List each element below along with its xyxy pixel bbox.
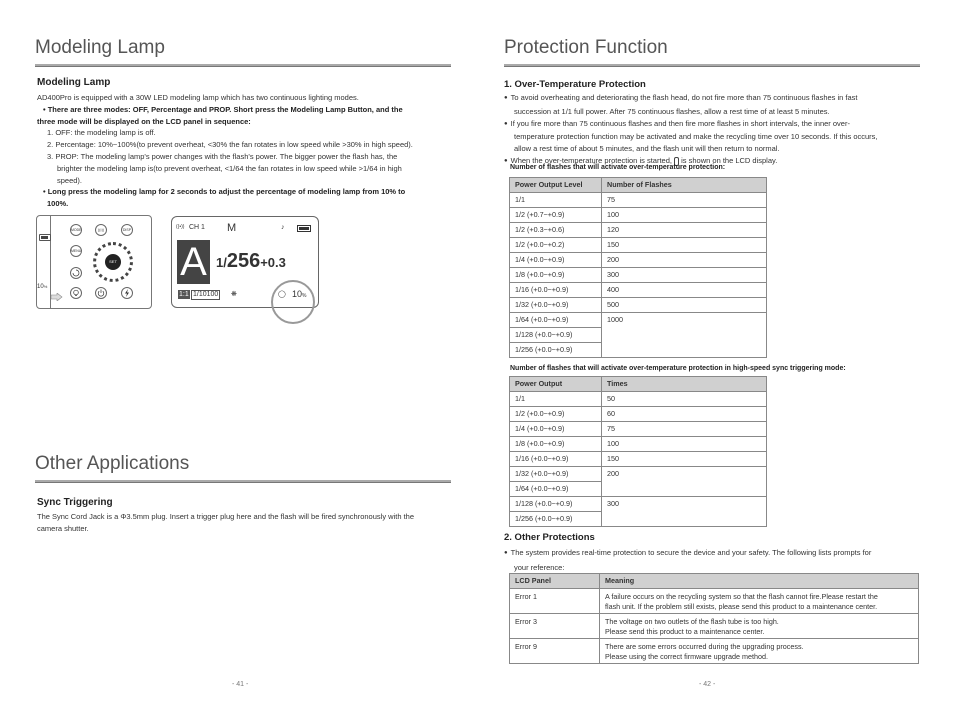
table-row bbox=[510, 452, 767, 467]
over-temperature-body bbox=[504, 92, 934, 169]
t1-cell: 300 bbox=[602, 268, 767, 283]
flash-icon bbox=[122, 288, 132, 298]
over-temperature-heading: 1. Over-Temperature Protection bbox=[504, 79, 646, 90]
table-row bbox=[510, 614, 919, 639]
table-row bbox=[510, 467, 767, 482]
table-row bbox=[510, 589, 919, 614]
t1-cell: 400 bbox=[602, 283, 767, 298]
lcd-display-illustration bbox=[171, 216, 319, 308]
intro-text: AD400Pro is equipped with a 30W LED modeling lamp which has two continuous lighting modes. bbox=[37, 93, 359, 102]
table-row bbox=[510, 208, 767, 223]
t3-header-1: Meaning bbox=[600, 574, 919, 589]
mode-item-3b: brighter the modeling lamp is(to prevent overheat, <1/64 the fan rotates in low speed while >1/64 in high bbox=[57, 163, 402, 173]
sync-triggering-heading: Sync Triggering bbox=[37, 497, 113, 508]
table-row bbox=[510, 639, 919, 664]
power-button[interactable] bbox=[95, 287, 107, 299]
t1-header-1: Number of Flashes bbox=[602, 178, 767, 193]
mode-item-1: 1. OFF: the modeling lamp is off. bbox=[47, 128, 156, 138]
beep-icon: ♪ bbox=[281, 224, 285, 231]
side-pct-value: 10 bbox=[37, 284, 44, 290]
t3-meaning-line: A failure occurs on the recycling system so that the flash cannot fire.Please restart the bbox=[605, 592, 878, 601]
t2-cell: 50 bbox=[602, 392, 767, 407]
t1-cell: 75 bbox=[602, 193, 767, 208]
t3-cell bbox=[600, 589, 919, 614]
other-protections-heading: 2. Other Protections bbox=[504, 532, 595, 543]
table2-caption: Number of flashes that will activate over-temperature protection in high-speed sync triggering mode: bbox=[510, 365, 846, 372]
panel-side-strip bbox=[37, 216, 51, 308]
over-temp-table bbox=[509, 177, 767, 358]
t2-cell: 60 bbox=[602, 407, 767, 422]
t2-cell: 200 bbox=[602, 467, 767, 497]
t2-header-1: Times bbox=[602, 377, 767, 392]
ot-bullet-3-pre: When the over-temperature protection is started, bbox=[510, 155, 672, 165]
t2-cell: 150 bbox=[602, 452, 767, 467]
modeling-lamp-button[interactable] bbox=[70, 287, 82, 299]
hss-over-temp-table bbox=[509, 376, 767, 527]
page-number-left: - 41 - bbox=[232, 681, 249, 688]
ot-bullet-1b: succession at 1/1 full power. After 75 continuous flashes, allow a rest time of at least 5 minutes. bbox=[514, 106, 830, 116]
side-pct-unit: % bbox=[43, 284, 48, 289]
sync-line-2: camera shutter. bbox=[37, 523, 89, 533]
power-icon bbox=[96, 288, 106, 298]
t3-header-0: LCD Panel bbox=[510, 574, 600, 589]
t3-cell: Error 3 bbox=[510, 614, 600, 639]
lcd-ratio: 1:1 bbox=[179, 291, 189, 298]
t1-cell: 1/256 (+0.0~+0.9) bbox=[510, 343, 602, 358]
t1-cell: 200 bbox=[602, 253, 767, 268]
lcd-lamp-icon: ◯ bbox=[278, 291, 286, 298]
set-button[interactable]: SET bbox=[105, 254, 121, 270]
title-rule bbox=[35, 64, 451, 67]
t1-cell: 1000 bbox=[602, 313, 767, 358]
table-row bbox=[510, 407, 767, 422]
arrow-icon bbox=[51, 288, 63, 296]
t1-cell: 1/128 (+0.0~+0.9) bbox=[510, 328, 602, 343]
right-page bbox=[477, 0, 954, 709]
device-panel-illustration bbox=[36, 215, 152, 309]
t3-cell bbox=[600, 614, 919, 639]
t1-cell: 1/2 (+0.7~+0.9) bbox=[510, 208, 602, 223]
test-flash-button[interactable] bbox=[121, 287, 133, 299]
power-suffix: +0.3 bbox=[260, 255, 286, 270]
table1-caption: Number of flashes that will activate over-temperature protection: bbox=[510, 164, 726, 171]
t3-cell: Error 9 bbox=[510, 639, 600, 664]
title-rule-3 bbox=[504, 64, 920, 67]
lamp-highlight-circle bbox=[271, 280, 315, 324]
modeling-lamp-heading: Modeling Lamp bbox=[37, 77, 111, 88]
t2-cell: 100 bbox=[602, 437, 767, 452]
t1-cell: 1/8 (+0.0~+0.9) bbox=[510, 268, 602, 283]
lcd-mode: M bbox=[227, 222, 237, 234]
power-prefix: 1/ bbox=[216, 255, 227, 270]
sync-button[interactable] bbox=[70, 267, 82, 279]
t2-cell: 1/256 (+0.0~+0.9) bbox=[510, 512, 602, 527]
error-codes-table bbox=[509, 573, 919, 664]
t1-header-0: Power Output Level bbox=[510, 178, 602, 193]
table-row bbox=[510, 313, 767, 328]
modeling-lamp-body bbox=[37, 92, 457, 210]
t3-cell: Error 1 bbox=[510, 589, 600, 614]
modes-line-1: • There are three modes: OFF, Percentage and PROP. Short press the Modeling Lamp Button, and the bbox=[43, 104, 403, 114]
t1-cell: 1/2 (+0.0~+0.2) bbox=[510, 238, 602, 253]
t1-cell: 1/64 (+0.0~+0.9) bbox=[510, 313, 602, 328]
table-row bbox=[510, 223, 767, 238]
t2-cell: 75 bbox=[602, 422, 767, 437]
t2-header-0: Power Output bbox=[510, 377, 602, 392]
t2-cell: 1/128 (+0.0~+0.9) bbox=[510, 497, 602, 512]
t1-cell: 150 bbox=[602, 238, 767, 253]
sync-icon bbox=[71, 268, 81, 278]
section-title-modeling-lamp: Modeling Lamp bbox=[35, 37, 165, 58]
lcd-power-value bbox=[216, 250, 286, 273]
select-dial[interactable] bbox=[93, 242, 133, 282]
t2-cell: 300 bbox=[602, 497, 767, 527]
wireless-icon: ((•)) bbox=[176, 224, 185, 230]
t2-cell: 1/8 (+0.0~+0.9) bbox=[510, 437, 602, 452]
other-protections-body bbox=[504, 546, 934, 574]
lamp-pct-unit: % bbox=[302, 293, 307, 299]
battery-icon bbox=[39, 234, 51, 241]
menu-button[interactable]: MENU bbox=[70, 245, 82, 257]
ot-bullet-2a: ● If you fire more than 75 continuous flashes and then fire more flashes in short intervals, the inner over- bbox=[504, 118, 934, 132]
group-button[interactable]: ((•)) bbox=[95, 224, 107, 236]
table-row bbox=[510, 437, 767, 452]
lcd-hss-value: 1/10100 bbox=[193, 291, 219, 298]
op-bullet-1a: ● The system provides real-time protection to secure the device and your safety. The following lists prompts for bbox=[504, 546, 934, 561]
t1-cell: 100 bbox=[602, 208, 767, 223]
op-bullet-1b: your reference: bbox=[514, 563, 565, 572]
disp-button[interactable]: DISP bbox=[121, 224, 133, 236]
ot-bullet-1a: ● To avoid overheating and deteriorating the flash head, do not fire more than 75 continuous flashes in fast bbox=[504, 92, 934, 106]
table-row bbox=[510, 392, 767, 407]
power-main: 256 bbox=[226, 250, 261, 272]
sync-triggering-body bbox=[37, 511, 457, 535]
lamp-pct-value: 10 bbox=[292, 289, 303, 299]
fan-icon: ❋ bbox=[231, 291, 237, 298]
t3-meaning-line: There are some errors occurred during the upgrading process. bbox=[605, 642, 804, 651]
t1-cell: 120 bbox=[602, 223, 767, 238]
lcd-channel: CH 1 bbox=[189, 224, 205, 231]
t1-cell: 1/1 bbox=[510, 193, 602, 208]
mode-item-3a: 3. PROP: The modeling lamp's power changes with the flash's power. The bigger power the flash has, the bbox=[47, 151, 398, 161]
t3-meaning-line: The voltage on two outlets of the flash tube is too high. bbox=[605, 617, 779, 626]
t1-cell: 1/2 (+0.3~+0.6) bbox=[510, 223, 602, 238]
long-press-line-1: • Long press the modeling lamp for 2 seconds to adjust the percentage of modeling lamp from 10% to bbox=[43, 187, 406, 197]
modes-line-2: three mode will be displayed on the LCD panel in sequence: bbox=[37, 116, 251, 126]
t1-cell: 1/4 (+0.0~+0.9) bbox=[510, 253, 602, 268]
long-press-line-2: 100%. bbox=[47, 199, 69, 209]
lamp-icon bbox=[71, 288, 81, 298]
ot-bullet-2b: temperature protection function may be activated and make the recycling time over 10 seconds. If this occurs, bbox=[514, 132, 878, 142]
table-row bbox=[510, 268, 767, 283]
title-rule-2 bbox=[35, 480, 451, 483]
t2-cell: 1/32 (+0.0~+0.9) bbox=[510, 467, 602, 482]
t1-cell: 1/32 (+0.0~+0.9) bbox=[510, 298, 602, 313]
lcd-big-letter: A bbox=[177, 240, 210, 284]
t2-cell: 1/16 (+0.0~+0.9) bbox=[510, 452, 602, 467]
lcd-lamp-percentage bbox=[292, 289, 306, 299]
mode-button[interactable]: MODE bbox=[70, 224, 82, 236]
mode-item-2: 2. Percentage: 10%~100%(to prevent overheat, <30% the fan rotates in low speed while >30% in high speed). bbox=[47, 140, 413, 150]
ot-bullet-2c: allow a rest time of about 5 minutes, and the flash unit will then return to normal. bbox=[514, 144, 780, 154]
table-row bbox=[510, 193, 767, 208]
t3-cell bbox=[600, 639, 919, 664]
section-title-other-applications: Other Applications bbox=[35, 453, 190, 474]
t2-cell: 1/1 bbox=[510, 392, 602, 407]
t3-meaning-line: Please using the correct firmware upgrade method. bbox=[605, 651, 768, 661]
table-row bbox=[510, 253, 767, 268]
side-percentage bbox=[37, 284, 47, 290]
table-row bbox=[510, 422, 767, 437]
page-number-right: - 42 - bbox=[699, 681, 716, 688]
t3-meaning-line: Please send this product to a maintenance center. bbox=[605, 626, 765, 636]
section-title-protection-function: Protection Function bbox=[504, 37, 668, 58]
sync-line-1: The Sync Cord Jack is a Φ3.5mm plug. Insert a trigger plug here and the flash will be fired synchronously with the bbox=[37, 512, 414, 521]
table-row bbox=[510, 497, 767, 512]
mode-item-3c: speed). bbox=[57, 175, 83, 185]
table-row bbox=[510, 298, 767, 313]
t2-cell: 1/4 (+0.0~+0.9) bbox=[510, 422, 602, 437]
lcd-battery-icon bbox=[297, 225, 311, 232]
t2-cell: 1/2 (+0.0~+0.9) bbox=[510, 407, 602, 422]
t1-cell: 1/16 (+0.0~+0.9) bbox=[510, 283, 602, 298]
table-row bbox=[510, 238, 767, 253]
ot-bullet-3-post: is shown on the LCD display. bbox=[681, 155, 778, 165]
t2-cell: 1/64 (+0.0~+0.9) bbox=[510, 482, 602, 497]
t3-meaning-line: flash unit. If the problem still exists, please send this product to a maintenance center. bbox=[605, 601, 878, 611]
t1-cell: 500 bbox=[602, 298, 767, 313]
table-row bbox=[510, 283, 767, 298]
